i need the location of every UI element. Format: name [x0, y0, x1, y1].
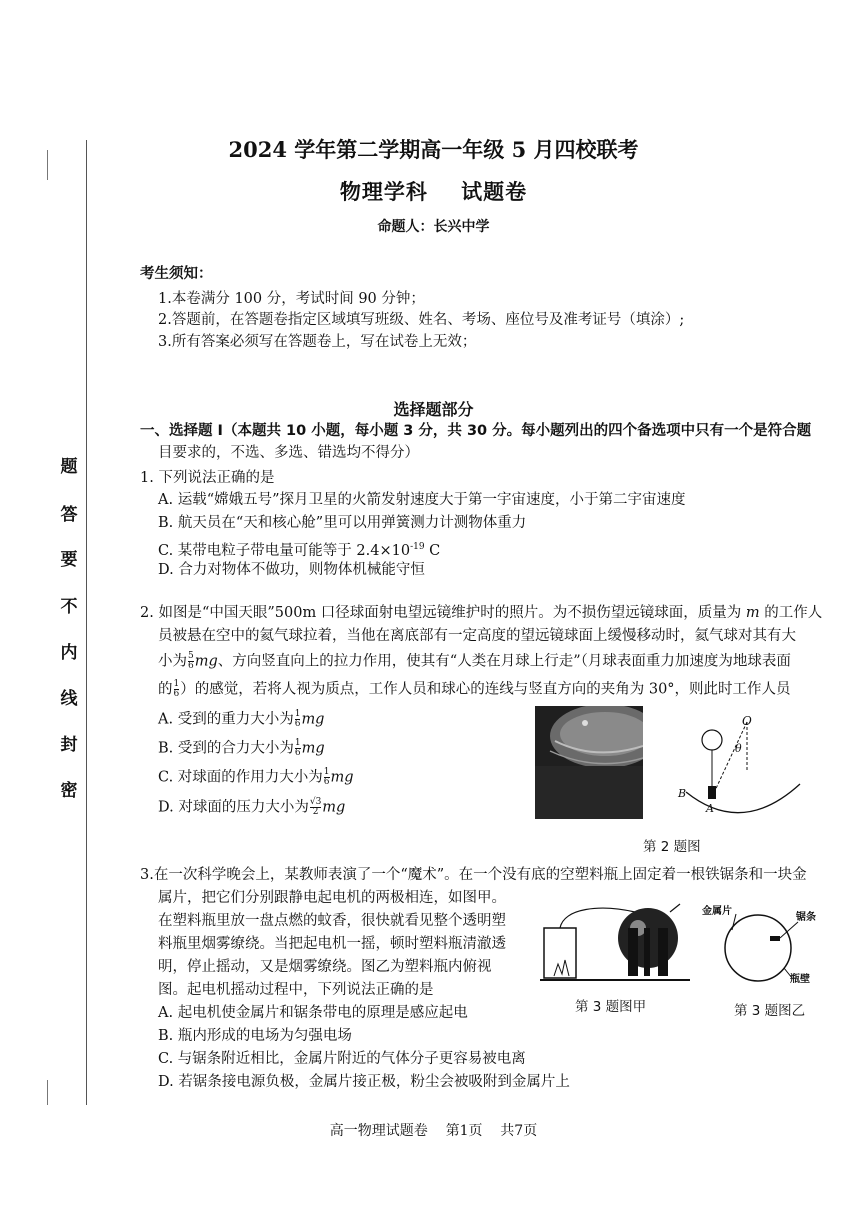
binding-line — [86, 140, 87, 1105]
q2-text: 的 — [158, 681, 173, 698]
q1-option-d: D. 合力对物体不做功，则物体机械能守恒 — [158, 562, 425, 578]
q2-line3 — [158, 652, 791, 671]
label-bottle-wall: 瓶壁 — [790, 974, 810, 985]
option-text: C. 对球面的作用力大小为 — [158, 769, 323, 786]
q3-line6: 图。起电机摇动过程中，下列说法正确的是 — [158, 982, 434, 998]
q2-line1 — [140, 604, 822, 622]
numerator: 1 — [323, 767, 330, 777]
numerator: 1 — [173, 679, 180, 689]
q3-line5: 明，停止摇动，又是烟雾缭绕。图乙为塑料瓶内俯视 — [158, 959, 492, 975]
q1-option-c-text: C. 某带电粒子带电量可能等于 2.4×10 — [158, 542, 411, 559]
denominator: 2 — [312, 807, 319, 817]
label-metal-plate: 金属片 — [702, 906, 732, 917]
fraction — [188, 652, 194, 671]
q3-line2: 属片，把它们分别跟静电起电机的两极相连，如图甲。 — [158, 890, 506, 906]
q3-option-d: D. 若锯条接电源负极，金属片接正极，粉尘会被吸附到金属片上 — [158, 1074, 570, 1090]
side-char: 封 — [60, 735, 78, 755]
side-char: 内 — [60, 643, 78, 663]
label-A: A — [706, 802, 714, 815]
denominator: 6 — [188, 661, 194, 671]
q2-option-a — [158, 710, 324, 729]
q2-option-c — [158, 768, 354, 787]
q1-option-a: A. 运载“嫦娥五号”探月卫星的火箭发射速度大于第一宇宙速度，小于第二宇宙速度 — [158, 492, 686, 508]
q1-option-c — [158, 538, 440, 560]
side-char: 答 — [60, 505, 78, 525]
option-text: A. 受到的重力大小为 — [158, 711, 294, 728]
mg: mg — [322, 799, 346, 816]
fraction — [295, 710, 301, 729]
notice-heading: 考生须知： — [140, 266, 213, 282]
mg: mg — [301, 711, 325, 728]
q2-option-d — [158, 798, 345, 817]
mg: mg — [301, 740, 325, 757]
mg: mg — [330, 769, 354, 786]
section-instruction — [140, 422, 811, 440]
section-instruction-text: 一、选择题 Ⅰ（本题共 10 小题，每小题 3 分，共 30 分。每小题列出的四个备选项中只有一个是符合题 — [140, 423, 812, 439]
side-char: 不 — [60, 597, 78, 617]
fraction — [324, 768, 330, 787]
q3-option-b: B. 瓶内形成的电场为匀强电场 — [158, 1028, 352, 1044]
electrostatic-machine-figure — [540, 898, 690, 986]
exam-title: 2024 学年第二学期高一年级 5 月四校联考 — [228, 137, 639, 162]
numerator: √3 — [309, 797, 322, 807]
q3-line4: 料瓶里烟雾缭绕。当把起电机一摇，顿时塑料瓶清澈透 — [158, 936, 506, 952]
q3-line1: 3.在一次科学晚会上，某教师表演了一个“魔术”。在一个没有底的空塑料瓶上固定着一根铁锯条和一块金 — [140, 867, 807, 883]
denominator: 6 — [173, 689, 180, 699]
numerator: 1 — [294, 709, 301, 719]
q3-option-c: C. 与锯条附近相比，金属片附近的气体分子更容易被电离 — [158, 1051, 526, 1067]
denominator: 6 — [323, 777, 330, 787]
q3-caption-a: 第 3 题图甲 — [575, 999, 647, 1015]
fraction — [295, 739, 301, 758]
numerator: 5 — [188, 651, 194, 661]
side-char: 线 — [60, 689, 78, 709]
q1-unit: C — [424, 542, 441, 559]
fraction — [310, 798, 321, 817]
notice-item: 1.本卷满分 100 分，考试时间 90 分钟； — [158, 291, 425, 307]
notice-item: 3.所有答案必须写在答题卷上，写在试卷上无效； — [158, 334, 477, 350]
q1-stem: 1. 下列说法正确的是 — [140, 470, 275, 486]
denominator: 6 — [294, 719, 301, 729]
mg: mg — [194, 653, 218, 670]
side-char: 要 — [60, 550, 78, 570]
page-footer: 高一物理试题卷 第1页 共7页 — [329, 1123, 538, 1139]
q2-option-b — [158, 739, 325, 758]
label-theta: θ — [735, 742, 742, 755]
q2-text: 的工作人 — [759, 605, 823, 621]
fraction — [174, 680, 180, 699]
subject-title: 物理学科 试题卷 — [339, 179, 528, 204]
q2-line2: 员被悬在空中的氦气球拉着，当他在离底部有一定高度的望远镜球面上缓慢移动时，氦气球对其有大 — [158, 628, 796, 644]
q1-exponent: -19 — [410, 542, 425, 552]
q1-option-b: B. 航天员在“天和核心舱”里可以用弹簧测力计测物体重力 — [158, 515, 527, 531]
section-title: 选择题部分 — [393, 400, 474, 419]
q2-line4 — [158, 680, 791, 699]
q2-text: 小为 — [158, 653, 187, 670]
notice-item: 2.答题前，在答题卷指定区域填写班级、姓名、考场、座位号及准考证号（填涂）; — [158, 312, 685, 328]
author-line: 命题人：长兴中学 — [377, 219, 490, 235]
sphere-diagram — [672, 712, 807, 822]
q3-line3: 在塑料瓶里放一盘点燃的蚊香，很快就看见整个透明塑 — [158, 913, 506, 929]
telescope-photo — [535, 706, 643, 819]
option-text: B. 受到的合力大小为 — [158, 740, 294, 757]
side-char: 密 — [60, 781, 78, 801]
q3-caption-b: 第 3 题图乙 — [734, 1003, 806, 1019]
side-char: 题 — [60, 457, 78, 477]
q2-mass: m — [745, 605, 760, 621]
q3-option-a: A. 起电机使金属片和锯条带电的原理是感应起电 — [158, 1005, 468, 1021]
q2-text: 、方向竖直向上的拉力作用，使其有“人类在月球上行走”（月球表面重力加速度为地球表面 — [217, 653, 791, 670]
section-instruction-cont: 目要求的，不选、多选、错选均不得分） — [158, 445, 419, 461]
q2-text: 2. 如图是“中国天眼”500m 口径球面射电望远镜维护时的照片。为不损伤望远镜球面，质量为 — [140, 605, 746, 621]
denominator: 6 — [294, 748, 301, 758]
numerator: 1 — [294, 738, 301, 748]
q2-caption: 第 2 题图 — [643, 839, 701, 855]
label-O: O — [742, 714, 752, 728]
label-saw: 锯条 — [796, 912, 816, 923]
label-B: B — [678, 787, 687, 800]
option-text: D. 对球面的压力大小为 — [158, 799, 309, 816]
q2-text: ）的感觉，若将人视为质点，工作人员和球心的连线与竖直方向的夹角为 30°，则此时工作人员 — [180, 681, 791, 698]
margin-mark-bottom — [47, 1080, 48, 1105]
